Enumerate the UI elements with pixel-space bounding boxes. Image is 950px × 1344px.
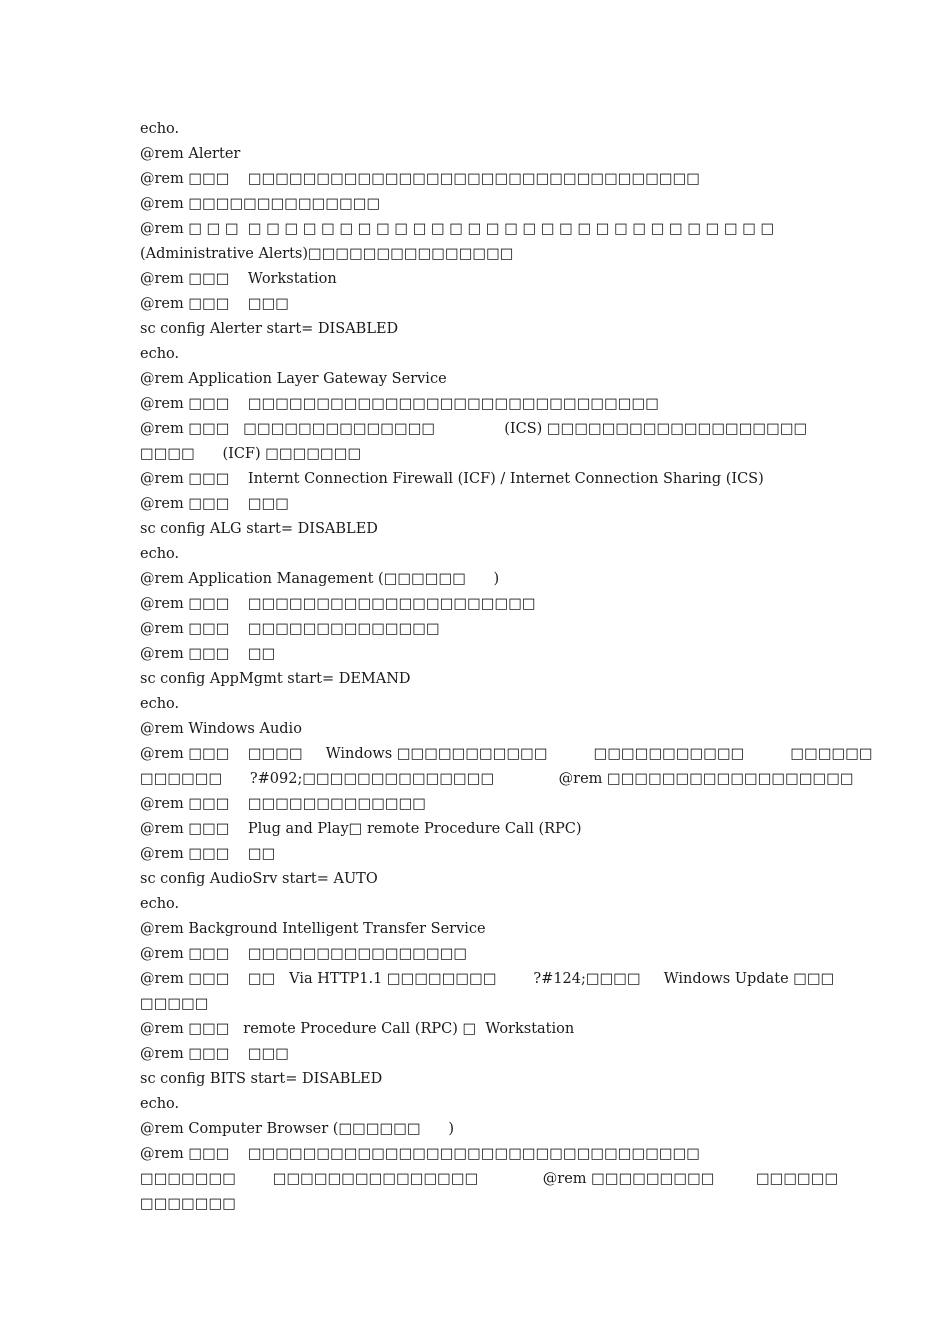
text-line: @rem Computer Browser (□□□□□□ ) — [140, 1121, 454, 1137]
text-line: echo. — [140, 121, 180, 137]
text-line: @rem □□□ □□ — [140, 846, 276, 862]
text-line: @rem □□□ □□□□□□□□□□□□□□□□ — [140, 946, 468, 962]
text-line: □□□□□□□ □□□□□□□□□□□□□□□ @rem □□□□□□□□□ □□□□□□ — [140, 1171, 839, 1187]
text-line: □□□□□□ ?#092;□□□□□□□□□□□□□□ @rem □□□□□□□□□□□□□□□□□□ — [140, 771, 854, 787]
text-line: @rem Windows Audio — [140, 721, 302, 737]
text-line: @rem □□□ □□□ — [140, 496, 290, 512]
text-line: @rem □□□ □□□ — [140, 296, 290, 312]
text-line: □□□□ (ICF) □□□□□□□ — [140, 446, 362, 462]
text-line: echo. — [140, 546, 180, 562]
text-line: echo. — [140, 346, 180, 362]
text-line: @rem □□□ □□□□□□□□□□□□□ — [140, 796, 427, 812]
text-line: sc config ALG start= DISABLED — [140, 521, 378, 537]
text-line: @rem Application Layer Gateway Service — [140, 371, 447, 387]
text-line: @rem □□□ Internt Connection Firewall (ICF) / Internet Connection Sharing (ICS) — [140, 471, 764, 487]
text-line: (Administrative Alerts)□□□□□□□□□□□□□□□ — [140, 246, 514, 262]
text-line: @rem Application Management (□□□□□□ ) — [140, 571, 500, 587]
text-line: @rem □□□ □□□□ Windows □□□□□□□□□□□ □□□□□□□□□□□ □□□□□□ — [140, 746, 873, 762]
text-line: □□□□□□□ — [140, 1196, 236, 1212]
text-line: @rem □□□ □□□□□□□□□□□□□□ — [140, 621, 440, 637]
text-line: @rem □□□ □□ Via HTTP1.1 □□□□□□□□ ?#124;□□□□ Windows Update □□□ — [140, 971, 835, 987]
text-line: @rem □□□ □□□□□□□□□□□□□□□□□□□□□□□□□□□□□□□□□ — [140, 1146, 701, 1162]
text-line: @rem □□□ □□□ — [140, 1046, 290, 1062]
text-line: □□□□□ — [140, 996, 209, 1012]
text-line: sc config Alerter start= DISABLED — [140, 321, 399, 337]
text-line: @rem □□□ □□ — [140, 646, 276, 662]
text-line: sc config AudioSrv start= AUTO — [140, 871, 378, 887]
text-line: @rem □□□ Plug and Play□ remote Procedure Call (RPC) — [140, 821, 582, 837]
text-line: @rem Background Intelligent Transfer Service — [140, 921, 486, 937]
text-line: @rem □□□ Workstation — [140, 271, 337, 287]
text-line: echo. — [140, 896, 180, 912]
text-line: @rem □□□ remote Procedure Call (RPC) □ Workstation — [140, 1021, 575, 1037]
text-line: @rem □□□ □□□□□□□□□□□□□□□□□□□□□□□□□□□□□□ — [140, 396, 659, 412]
text-line: sc config AppMgmt start= DEMAND — [140, 671, 411, 687]
text-line: @rem □□□□□□□□□□□□□□ — [140, 196, 381, 212]
text-line: @rem □□□ □□□□□□□□□□□□□□□□□□□□□ — [140, 596, 536, 612]
text-line: sc config BITS start= DISABLED — [140, 1071, 383, 1087]
text-line: echo. — [140, 1096, 180, 1112]
text-line: @rem □□□ □□□□□□□□□□□□□□ (ICS) □□□□□□□□□□□□□□□□□□□ — [140, 421, 808, 437]
text-line: @rem □ □ □ □ □ □ □ □ □ □ □ □ □ □ □ □ □ □ □ □ □ □ □ □ □ □ □ □ □ □ □ □ — [140, 221, 775, 237]
text-line: @rem □□□ □□□□□□□□□□□□□□□□□□□□□□□□□□□□□□□□□ — [140, 171, 701, 187]
text-line: @rem Alerter — [140, 146, 241, 162]
text-line: echo. — [140, 696, 180, 712]
